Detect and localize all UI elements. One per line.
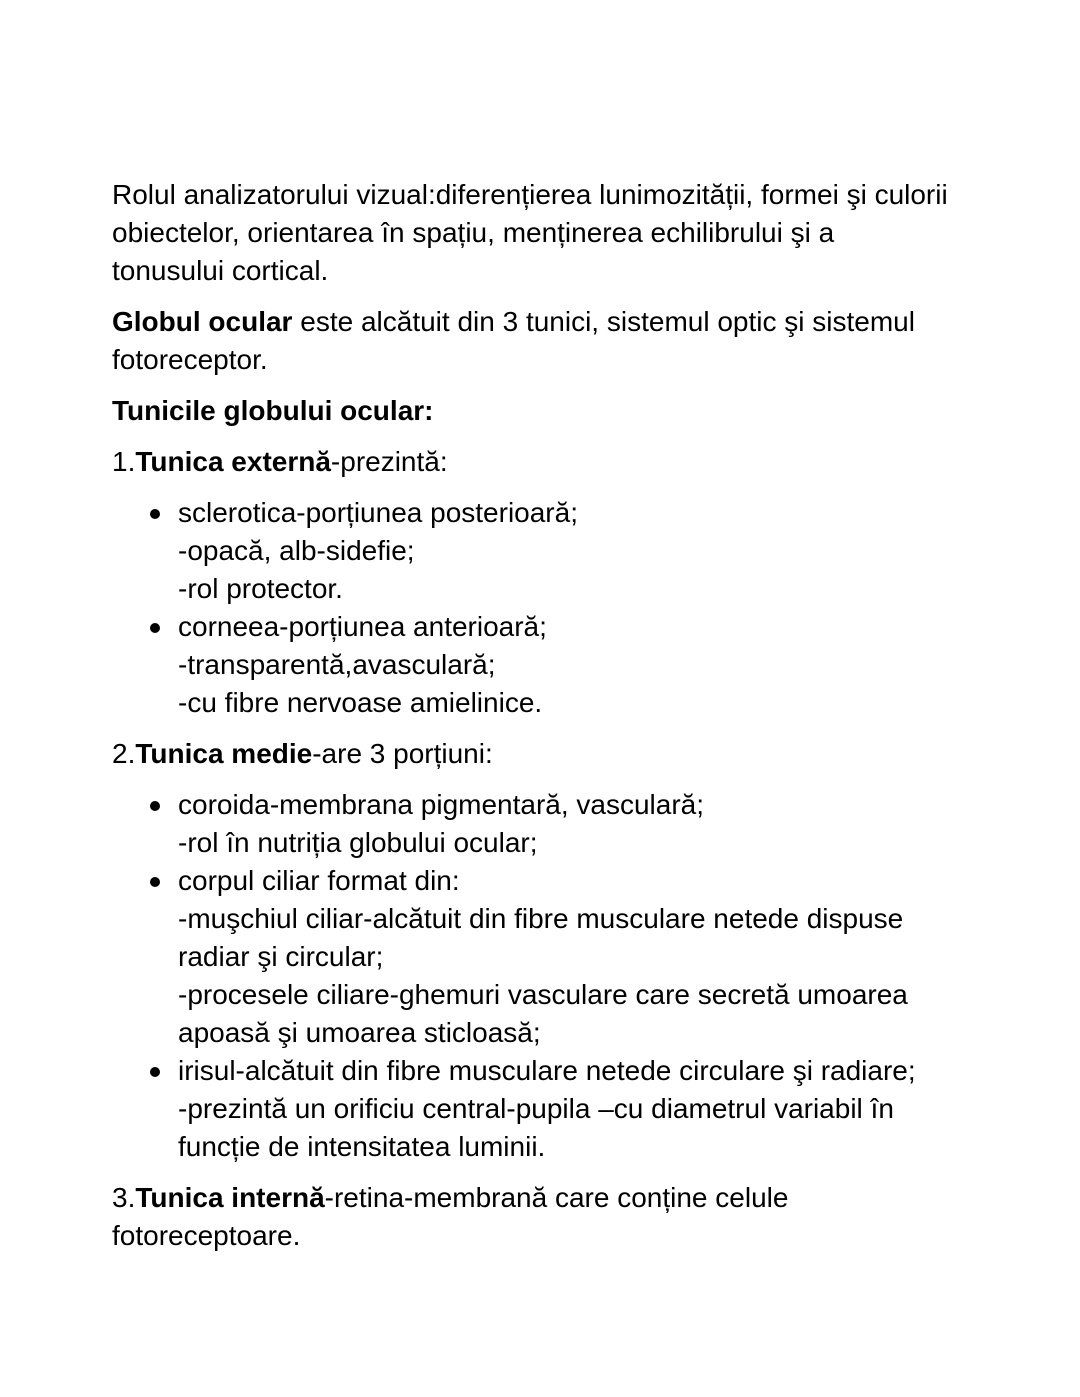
bullet-icon (150, 801, 160, 811)
list-item-line: -rol în nutriția globului ocular; (178, 827, 538, 858)
text-run: obiectelor, orientarea în spațiu, menținerea echilibrului şi a (112, 217, 835, 248)
list-item-line: -procesele ciliare-ghemuri vasculare care secretă umoarea (178, 979, 908, 1010)
text-line (112, 1217, 992, 1255)
text-line (112, 176, 992, 214)
bold-text-run: Tunica externă (135, 446, 331, 477)
list-item (178, 494, 992, 608)
list-item-line: corneea-porțiunea anterioară; (178, 611, 547, 642)
list-item-line: irisul-alcătuit din fibre musculare netede circulare şi radiare; (178, 1055, 916, 1086)
paragraph (112, 303, 992, 379)
list-item-line: sclerotica-porțiunea posterioară; (178, 497, 578, 528)
list-item-line: radiar şi circular; (178, 941, 384, 972)
list-item-line: funcție de intensitatea luminii. (178, 1131, 546, 1162)
text-line (112, 735, 992, 773)
text-run: Rolul analizatorului vizual:diferențierea lunimozității, formei şi culorii (112, 179, 948, 210)
paragraph (112, 735, 992, 773)
list-item (178, 1052, 992, 1166)
list-item-line: corpul ciliar format din: (178, 865, 460, 896)
paragraph (112, 392, 992, 430)
text-line (112, 252, 992, 290)
bullet-list (112, 494, 992, 722)
list-item-line: -rol protector. (178, 573, 343, 604)
document-body (112, 176, 992, 1268)
bold-text-run: Globul ocular (112, 306, 293, 337)
paragraph (112, 176, 992, 290)
text-run: -retina-membrană care conține celule (324, 1182, 789, 1213)
paragraph (112, 443, 992, 481)
text-line (112, 214, 992, 252)
text-line (112, 341, 992, 379)
list-item-line: -prezintă un orificiu central-pupila –cu diametrul variabil în (178, 1093, 894, 1124)
bullet-icon (150, 623, 160, 633)
list-item-line: apoasă şi umoarea sticloasă; (178, 1017, 541, 1048)
text-run: 3. (112, 1182, 136, 1213)
bold-text-run: Tunicile globului ocular: (112, 395, 434, 426)
text-line (112, 392, 992, 430)
text-run: fotoreceptor. (112, 344, 268, 375)
list-item (178, 862, 992, 1052)
bullet-icon (150, 877, 160, 887)
text-run: este alcătuit din 3 tunici, sistemul optic şi sistemul (292, 306, 915, 337)
bullet-list (112, 786, 992, 1166)
list-item-line: -cu fibre nervoase amielinice. (178, 687, 543, 718)
text-run: -prezintă: (330, 446, 448, 477)
text-line (112, 1179, 992, 1217)
bold-text-run: Tunica medie (135, 738, 313, 769)
text-run: -are 3 porțiuni: (312, 738, 493, 769)
list-item-line: -opacă, alb-sidefie; (178, 535, 415, 566)
list-item-line: -transparentă,avasculară; (178, 649, 496, 680)
list-item-line: coroida-membrana pigmentară, vasculară; (178, 789, 705, 820)
bold-text-run: Tunica internă (135, 1182, 325, 1213)
text-run: 2. (112, 738, 136, 769)
text-line (112, 303, 992, 341)
bullet-icon (150, 509, 160, 519)
paragraph (112, 1179, 992, 1255)
text-run: tonusului cortical. (112, 255, 329, 286)
text-run: 1. (112, 446, 136, 477)
list-item (178, 608, 992, 722)
text-run: fotoreceptoare. (112, 1220, 301, 1251)
list-item-line: -muşchiul ciliar-alcătuit din fibre musculare netede dispuse (178, 903, 904, 934)
list-item (178, 786, 992, 862)
bullet-icon (150, 1067, 160, 1077)
text-line (112, 443, 992, 481)
